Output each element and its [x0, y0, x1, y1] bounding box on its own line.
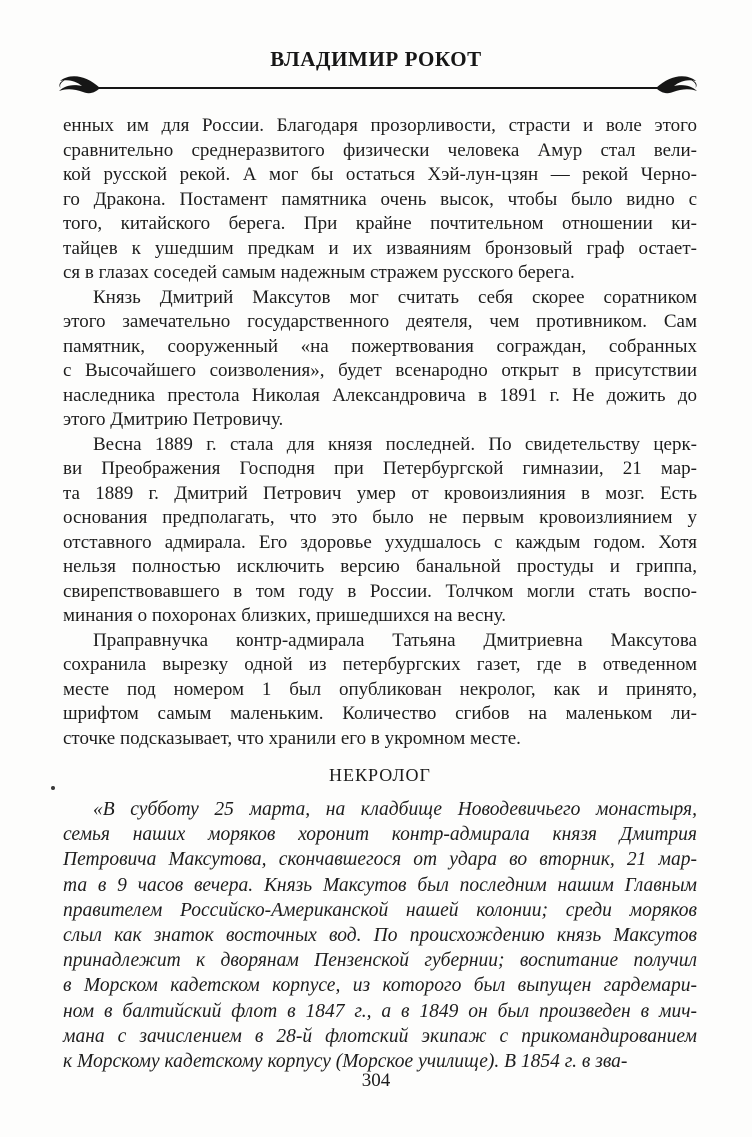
scan-speck [51, 786, 55, 790]
text-line: Праправнучка контр-адмирала Татьяна Дмитриевна Максутова [93, 629, 697, 651]
text-line: семья наших моряков хоронит контр-адмирала князя Дмитрия [63, 824, 697, 846]
text-line: го Дракона. Постамент памятника очень высок, чтобы было видно с [63, 188, 697, 210]
text-line: свирепствовавшего в том году в России. Толчком могли стать воспо- [63, 580, 697, 602]
text-line: ви Преображения Господня при Петербургской гимназии, 21 мар- [63, 458, 697, 479]
text-line: тайцев к ушедшим предкам и их изваяниям бронзовый граф остает- [63, 237, 697, 259]
text-line: мана с зачислением в 28-й флотский экипаж с прикомандированием [63, 1025, 697, 1047]
text-line: памятник, сооруженный «на пожертвования сограждан, собранных [63, 335, 697, 357]
text-line: Князь Дмитрий Максутов мог считать себя скорее соратником [93, 286, 697, 308]
text-line: «В субботу 25 марта, на кладбище Новодевичьего монастыря, [93, 799, 697, 820]
text-line: минания о похоронах близких, пришедшихся на весну. [63, 605, 506, 626]
text-line: слыл как знаток восточных вод. По происхождению князь Максутов [63, 925, 697, 947]
body-paragraph [63, 114, 697, 286]
text-line: правителем Российско-Американской нашей колонии; среди моряков [63, 899, 697, 921]
flourish-left-icon [58, 73, 100, 104]
body-paragraph [63, 286, 697, 433]
section-heading: НЕКРОЛОГ [329, 765, 431, 785]
text-line: сохранила вырезку одной из петербургских газет, где в отведенном [63, 654, 697, 675]
text-line: принадлежит к дворянам Пензенской губернии; воспитание получил [63, 950, 697, 972]
running-head-title: ВЛАДИМИР РОКОТ [270, 47, 482, 71]
text-line: Весна 1889 г. стала для князя последней. По свидетельству церк- [93, 433, 697, 455]
body-paragraph [63, 629, 697, 752]
text-line: ся в глазах соседей самым надежным стражем русского берега. [63, 262, 575, 283]
text-line: этого Дмитрию Петровичу. [63, 409, 284, 430]
text-line: енных им для России. Благодаря прозорливости, страсти и воле этого [63, 115, 697, 136]
body-paragraph [63, 433, 697, 629]
text-line: с Высочайшего соизволения», будет всенародно открыт в присутствии [63, 360, 697, 381]
text-line: нельзя полностью исключить версию банальной простуды и гриппа, [63, 556, 697, 577]
text-line: наследника престола Николая Александровича в 1891 г. Не дожить до [63, 384, 697, 406]
text-line: в Морском кадетском корпусе, из которого был выпущен гардемари- [63, 975, 697, 997]
text-line: та в 9 часов вечера. Князь Максутов был последним нашим Главным [63, 874, 697, 896]
text-line: того, китайского берега. При крайне почтительном отношении ки- [63, 213, 697, 234]
text-line: Петровича Максутова, скончавшегося от удара во вторник, 21 мар- [63, 849, 697, 871]
text-line: кой русской рекой. А мог бы остаться Хэй-лун-цзян — рекой Черно- [63, 164, 697, 185]
text-line: к Морскому кадетскому корпусу (Морское училище). В 1854 г. в зва- [63, 1051, 628, 1073]
text-line: сравнительно среднеразвитого физически человека Амур стал вели- [63, 139, 697, 161]
text-line: основания предполагать, что это было не первым кровоизлиянием у [63, 507, 697, 528]
text-line: этого замечательно государственного деятеля, чем противником. Сам [63, 311, 697, 332]
text-line: сточке подсказывает, что хранили его в укромном месте. [63, 727, 521, 749]
text-line: ном в балтийский флот в 1847 г., а в 1849 он был произведен в мич- [63, 1000, 697, 1022]
flourish-right-icon [656, 73, 698, 104]
horizontal-rule [96, 87, 660, 89]
page-number: 304 [361, 1070, 391, 1091]
body-paragraph [63, 797, 697, 1074]
text-line: месте под номером 1 был опубликован некролог, как и принято, [63, 678, 697, 700]
header-rule [58, 74, 698, 102]
body-text [63, 114, 697, 1074]
text-line: шрифтом самым маленьким. Количество сгибов на маленьком ли- [63, 703, 697, 724]
text-line: отставного адмирала. Его здоровье ухудшалось с каждым годом. Хотя [63, 531, 697, 553]
text-line: та 1889 г. Дмитрий Петрович умер от кровоизлияния в мозг. Есть [63, 482, 697, 504]
